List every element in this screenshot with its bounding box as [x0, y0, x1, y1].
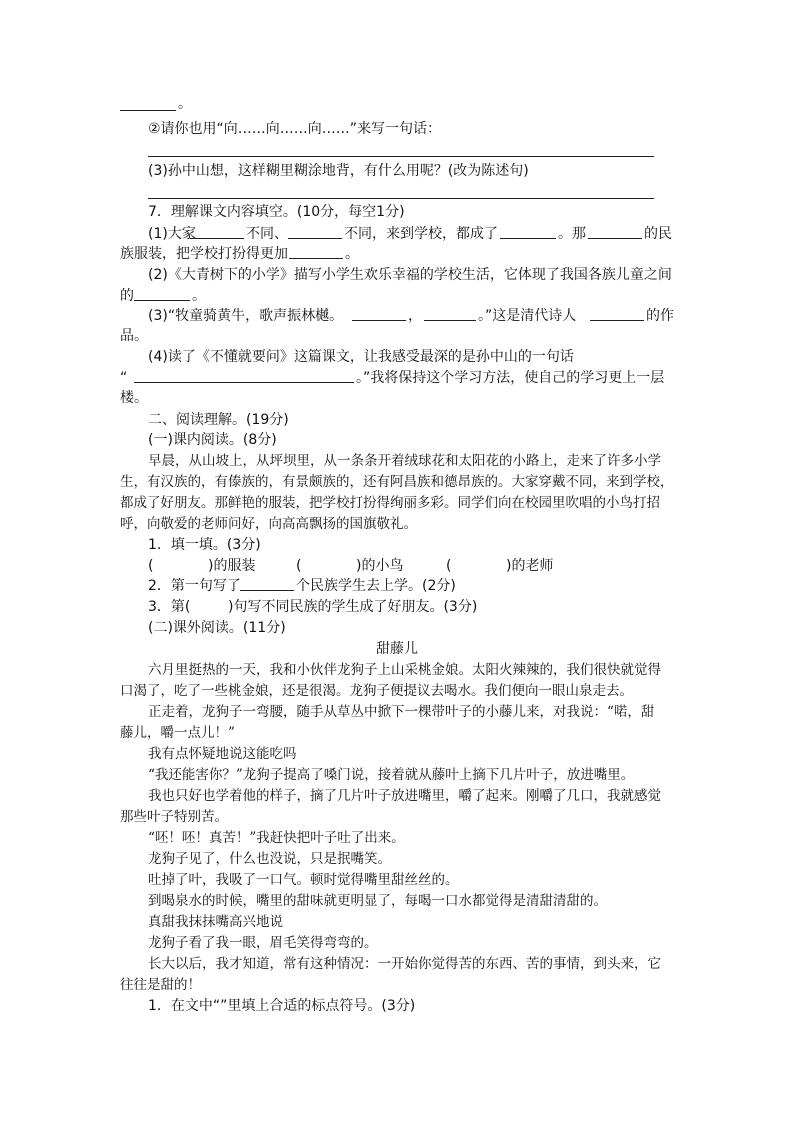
answer-blank[interactable] [190, 238, 244, 239]
question-text: 个民族学生去上学。(2分) [296, 578, 456, 594]
question-line: ②请你也用“向……向……向……”来写一句话： [148, 121, 442, 137]
question-text: )句写不同民族的学生成了好朋友。(3分) [228, 599, 478, 615]
answer-blank[interactable] [352, 320, 406, 321]
text-line: 。 [178, 96, 192, 112]
answer-blank[interactable] [590, 320, 644, 321]
passage-line: 都成了好朋友。那鲜艳的服装，把学校打扮得绚丽多彩。同学们向在校园里吹唱的小鸟打招 [120, 495, 660, 511]
question-text: (4)读了《不懂就要问》这篇课文，让我感受最深的是孙中山的一句话 [148, 349, 574, 365]
answer-blank[interactable] [288, 238, 342, 239]
answer-blank[interactable] [120, 110, 176, 111]
question-text: (1)大家 [148, 226, 196, 242]
question-heading: 1．填一填。(3分) [148, 537, 261, 553]
question-text: 的民 [644, 226, 672, 242]
question-text: )的老师 [506, 558, 554, 574]
question-text: 3．第( [148, 599, 191, 615]
question-text: 2．第一句写了 [148, 578, 241, 594]
answer-line[interactable] [148, 156, 654, 157]
question-text: 的 [120, 288, 134, 304]
question-text: (3)“牧童骑黄牛，歌声振林樾。 [148, 308, 344, 324]
subsection-heading: (一)课内阅读。(8分) [148, 432, 277, 448]
question-text: (2)《大青树下的小学》描写小学生欢乐幸福的学校生活，它体现了我国各族儿童之间 [148, 267, 672, 283]
passage-line: 吐掉了叶，我吸了一口气。顿时觉得嘴里甜丝丝的。 [148, 872, 459, 888]
passage-line: 我也只好也学着他的样子，摘了几片叶子放进嘴里，嚼了起来。刚嚼了几口，我就感觉 [148, 788, 661, 804]
passage-line: 我有点怀疑地说这能吃吗 [148, 746, 297, 762]
question-line: (3)孙中山想，这样糊里糊涂地背，有什么用呢？(改为陈述句) [148, 163, 529, 179]
question-text: 。 [192, 288, 206, 304]
question-text: 不同、 [246, 226, 288, 242]
question-text: 不同，来到学校，都成了 [344, 226, 498, 242]
answer-blank[interactable] [424, 320, 476, 321]
passage-line: 口渴了，吃了一些桃金娘，还是很渴。龙狗子便提议去喝水。我们便向一眼山泉走去。 [120, 683, 633, 699]
answer-blank[interactable] [134, 300, 190, 301]
question-heading: 7．理解课文内容填空。(10分，每空1分) [148, 204, 405, 220]
passage-line: 往往是甜的！ [120, 977, 201, 993]
answer-blank[interactable] [588, 238, 642, 239]
passage-line: 龙狗子见了，什么也没说，只是抿嘴笑。 [148, 851, 391, 867]
question-text: ( [148, 558, 154, 574]
question-text: ( [446, 558, 452, 574]
question-text: “ [120, 370, 128, 386]
passage-line: 龙狗子看了我一眼，眉毛笑得弯弯的。 [148, 935, 378, 951]
section-heading: 二、阅读理解。(19分) [148, 412, 289, 428]
question-text: 。”这是清代诗人 [478, 308, 577, 324]
answer-blank[interactable] [240, 590, 294, 591]
subsection-heading: (二)课外阅读。(11分) [148, 620, 286, 636]
passage-line: 生，有汉族的，有傣族的，有景颇族的，还有阿昌族和德昂族的。大家穿戴不同，来到学校， [120, 474, 674, 490]
question-text: 。”我将保持这个学习方法，使自己的学习更上一层 [356, 370, 665, 386]
question-text: 族服装，把学校打扮得更加 [120, 246, 288, 262]
question-text: ( [296, 558, 302, 574]
passage-line: 到喝泉水的时候，嘴里的甜味就更明显了，每喝一口水都觉得是清甜清甜的。 [148, 893, 607, 909]
answer-blank[interactable] [134, 382, 354, 383]
answer-blank[interactable] [500, 238, 556, 239]
question-text: )的服装 [208, 558, 256, 574]
answer-line[interactable] [148, 198, 654, 199]
passage-line: 六月里挺热的一天，我和小伙伴龙狗子上山采桃金娘。太阳火辣辣的，我们很快就觉得 [148, 662, 661, 678]
passage-line: “呸！呸！真苦！”我赶快把叶子吐了出来。 [148, 830, 405, 846]
question-heading: 1．在文中“”里填上合适的标点符号。(3分) [148, 998, 416, 1014]
passage-line: 长大以后，我才知道，常有这种情况：一开始你觉得苦的东西、苦的事情，到头来，它 [148, 956, 661, 972]
question-text: 品。 [120, 328, 148, 344]
passage-line: 藤儿，嚼一点儿！” [120, 725, 235, 741]
question-text: 的作 [646, 308, 674, 324]
passage-line: 早晨，从山坡上，从坪坝里，从一条条开着绒球花和太阳花的小路上，走来了许多小学 [148, 453, 661, 469]
answer-blank[interactable] [289, 258, 343, 259]
passage-line: 那些叶子特别苦。 [120, 809, 228, 825]
question-text: 。 [345, 246, 359, 262]
passage-line: 真甜我抹抹嘴高兴地说 [148, 914, 283, 930]
question-text: )的小鸟 [356, 558, 404, 574]
question-text: 楼。 [120, 390, 148, 406]
passage-line: 正走着，龙狗子一弯腰，随手从草丛中掀下一棵带叶子的小藤儿来，对我说：“喏，甜 [148, 704, 655, 720]
passage-title: 甜藤儿 [376, 641, 418, 657]
passage-line: 呼，向敬爱的老师问好，向高高飘扬的国旗敬礼。 [120, 516, 417, 532]
question-text: ， [408, 308, 422, 324]
passage-line: “我还能害你？”龙狗子提高了嗓门说，接着就从藤叶上摘下几片叶子，放进嘴里。 [148, 767, 635, 783]
question-text: 。那 [558, 226, 586, 242]
